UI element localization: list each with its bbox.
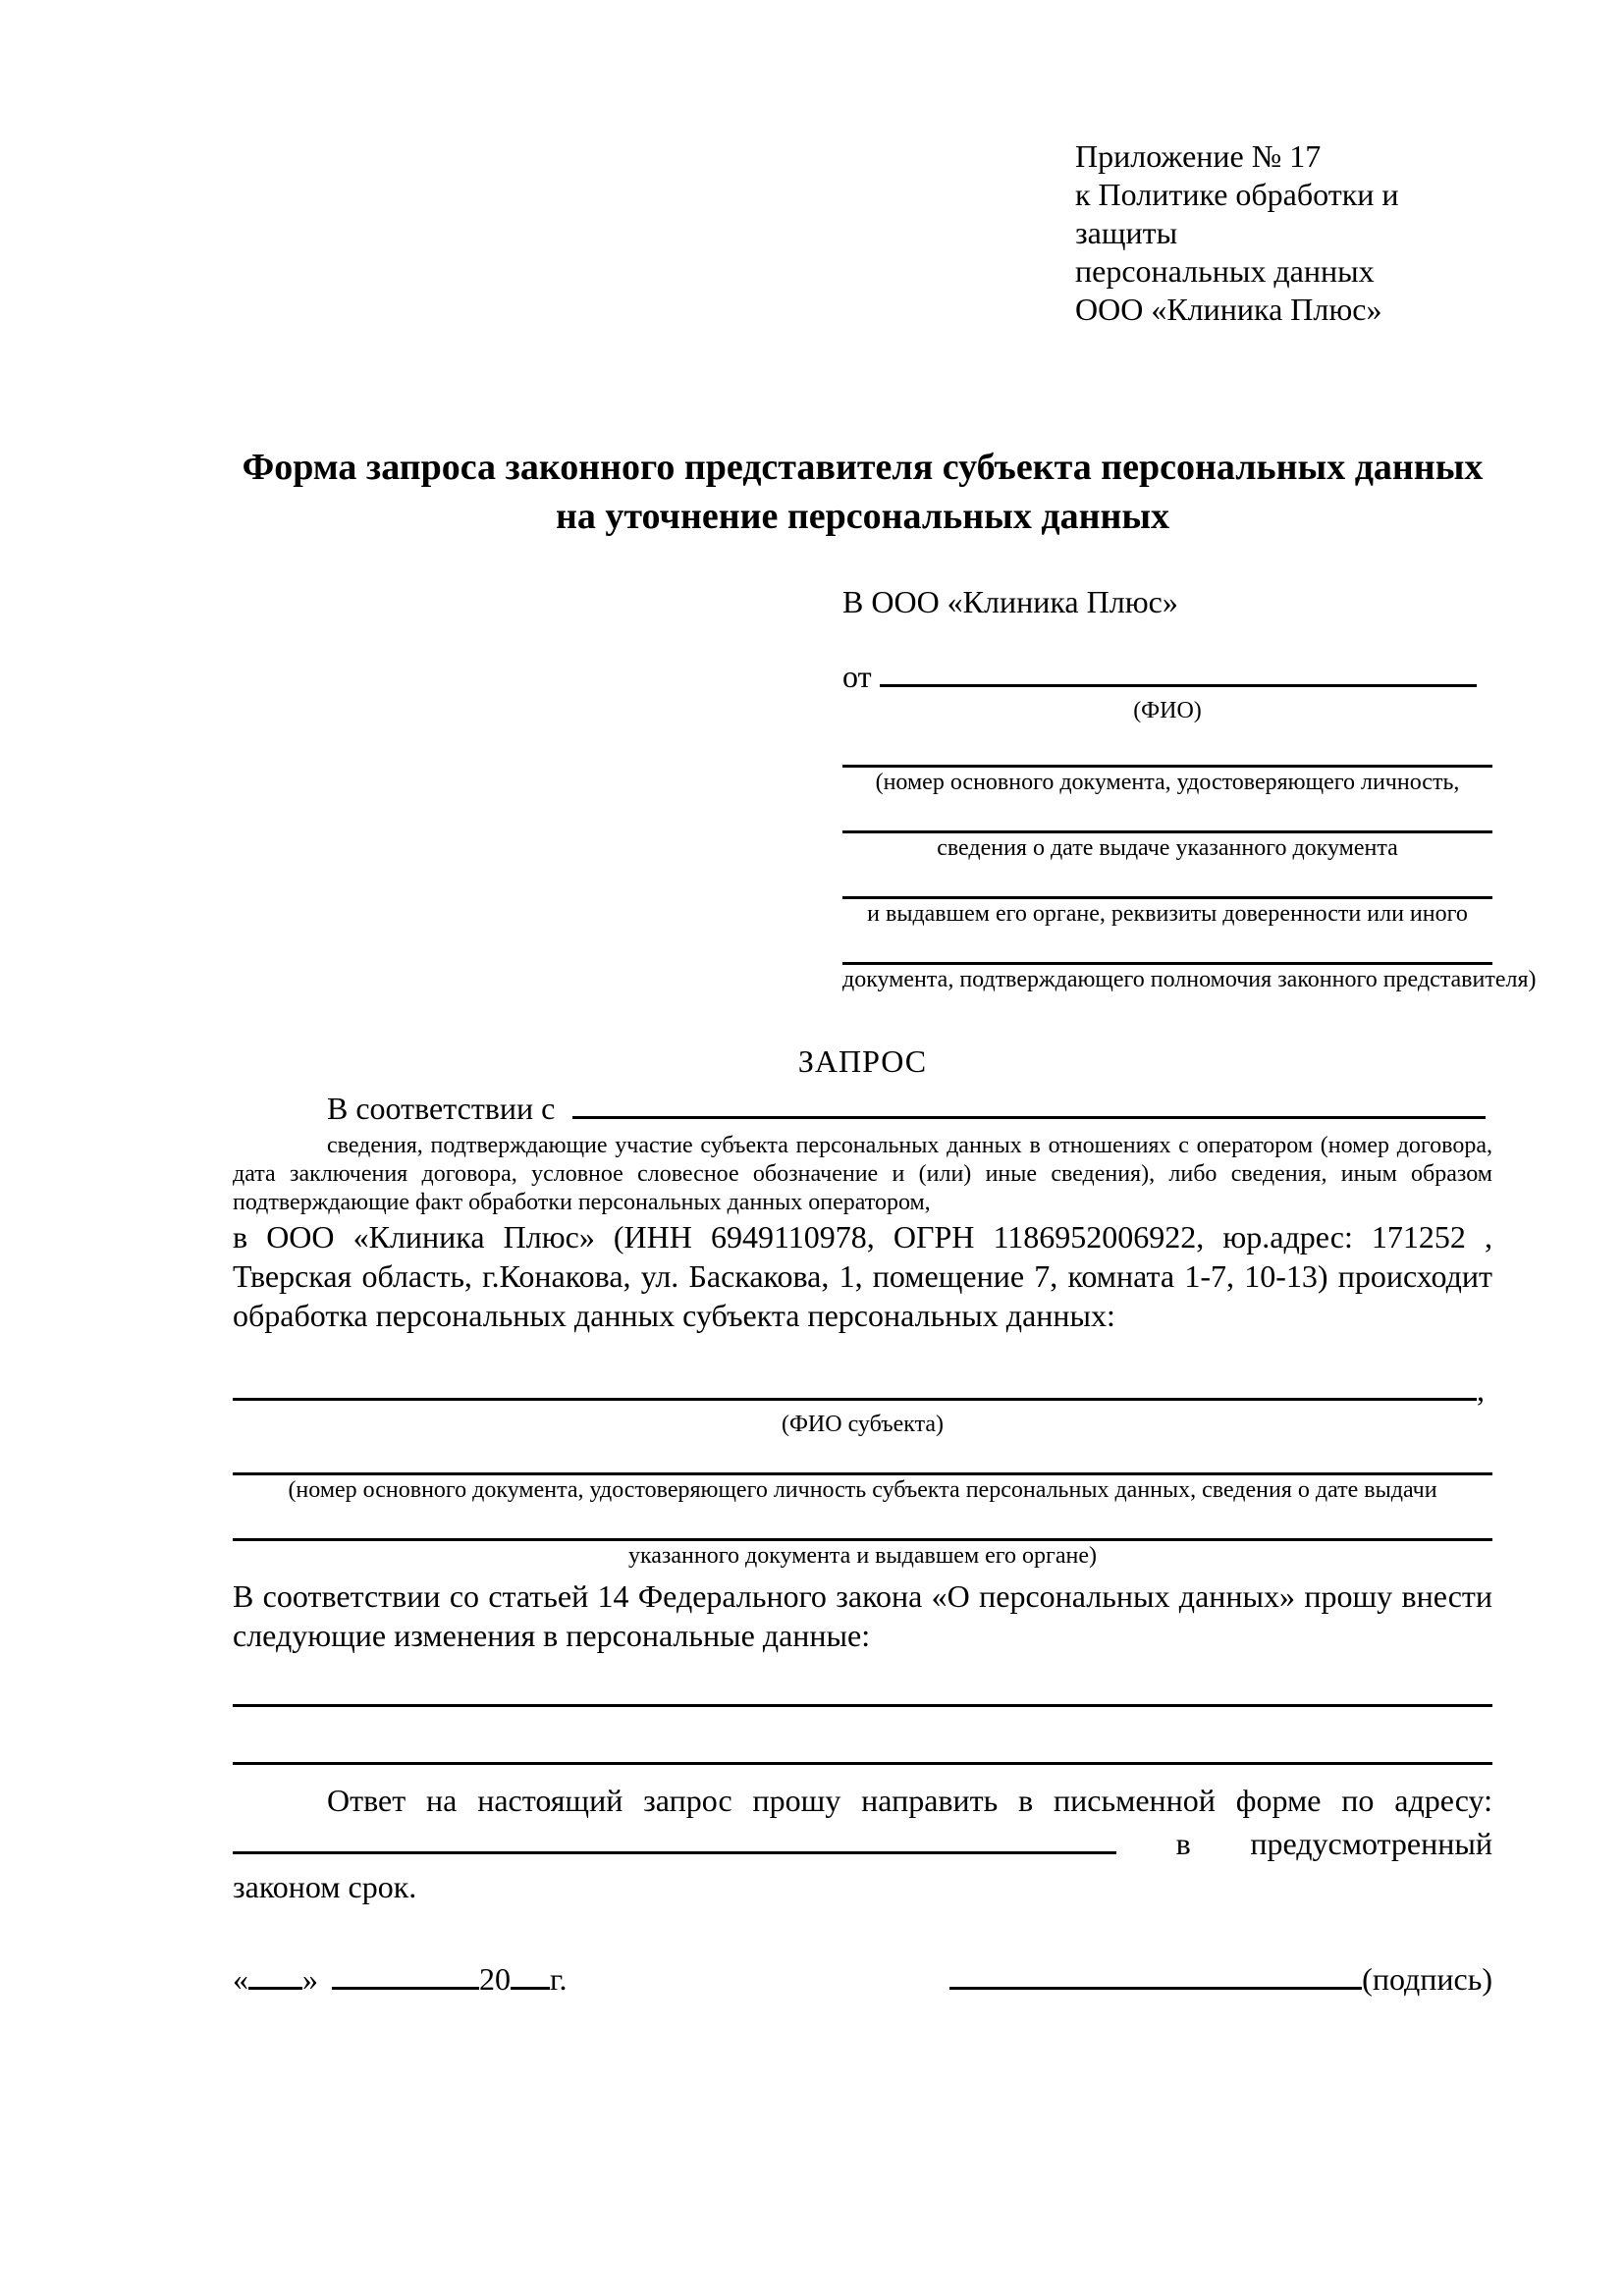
appendix-block <box>1075 137 1492 329</box>
addressee-organization: В ООО «Клиника Плюс» <box>842 584 1178 619</box>
subject-fio-blank <box>233 1398 1477 1401</box>
doc-number-caption: (номер основного документа, удостоверяющего личность, <box>875 770 1460 795</box>
year-suffix: г. <box>550 1961 568 1997</box>
issue-date-group <box>842 830 1492 863</box>
date-signature-row <box>233 1959 1492 1999</box>
subject-fio-line <box>233 1370 1492 1410</box>
answer-tail: в предусмотренный законом срок. <box>233 1826 1492 1904</box>
doc-number-group <box>842 765 1492 797</box>
answer-lead: Ответ на настоящий запрос прошу направить в письменной форме по адресу: <box>327 1783 1492 1818</box>
changes-blank-2 <box>233 1762 1492 1765</box>
accordance-lead: В соответствии с <box>327 1091 556 1126</box>
year-blank <box>511 1987 550 1990</box>
fio-caption: (ФИО) <box>1133 698 1202 723</box>
changes-blank-1 <box>233 1704 1492 1707</box>
issue-date-caption: сведения о дате выдаче указанного документа <box>937 835 1398 861</box>
subject-doc-caption-2: указанного документа и выдавшем его органе) <box>627 1543 1098 1569</box>
answer-paragraph <box>233 1779 1492 1908</box>
subject-doc-caption-1: (номер основного документа, удостоверяющего личность субъекта персональных данных, сведения о дате выдачи <box>288 1477 1437 1503</box>
signature-blank <box>949 1987 1362 1990</box>
law-paragraph: В соответствии со статьей 14 Федерального закона «О персональных данных» прошу внести следующие изменения в персональные данные: <box>233 1578 1492 1653</box>
date-open-quote: « <box>233 1961 248 1997</box>
subject-doc-group-1 <box>233 1472 1492 1505</box>
issuing-authority-caption: и выдавшем его органе, реквизиты доверенности или иного <box>867 901 1468 927</box>
appendix-line: к Политике обработки и защиты <box>1075 177 1399 250</box>
issuing-authority-group <box>842 896 1492 929</box>
day-blank <box>248 1987 302 1990</box>
signature-line <box>949 1959 1492 1999</box>
appendix-line: персональных данных <box>1075 253 1375 289</box>
accordance-blank <box>572 1116 1486 1119</box>
signature-caption: (подпись) <box>1362 1961 1492 1997</box>
date-line <box>233 1959 568 1999</box>
from-label: от <box>842 659 872 694</box>
appendix-line: Приложение № 17 <box>1075 138 1322 174</box>
title-line-1: Форма запроса законного представителя субъекта персональных данных <box>242 447 1484 488</box>
addressee-block <box>842 582 1537 994</box>
authority-doc-caption: документа, подтверждающего полномочия законного представителя) <box>842 967 1537 992</box>
subject-fio-caption: (ФИО субъекта) <box>781 1412 945 1437</box>
accordance-footnote: сведения, подтверждающие участие субъекта персональных данных в отношениях с оператором (номер договора, дата заключения договора, условное словесное обозначение и (или) иные сведения), либо сведения, иным образом подтверждающие факт обработки персональных данных оператором, <box>233 1133 1492 1215</box>
subject-doc-group-2 <box>233 1538 1492 1571</box>
month-blank <box>332 1987 479 1990</box>
date-close-quote: » <box>302 1961 318 1997</box>
authority-doc-group <box>842 962 1537 994</box>
address-blank <box>233 1851 1116 1854</box>
accordance-line <box>233 1089 1492 1128</box>
subject-line-comma: , <box>1477 1372 1485 1408</box>
appendix-line: ООО «Клиника Плюс» <box>1075 292 1382 327</box>
year-prefix: 20 <box>479 1961 511 1997</box>
from-line <box>842 657 1492 696</box>
title-line-2: на уточнение персональных данных <box>555 496 1170 537</box>
page-title <box>233 443 1492 541</box>
request-heading: ЗАПРОС <box>797 1043 928 1079</box>
representative-fio-blank <box>880 684 1477 687</box>
operator-paragraph: в ООО «Клиника Плюс» (ИНН 6949110978, ОГРН 1186952006922, юр.адрес: 171252 , Тверская область, г.Конакова, ул. Баскакова, 1, помещение 7, комната 1-7, 10-13) происходит обработка персональных данных субъекта персональных данных: <box>233 1219 1492 1333</box>
